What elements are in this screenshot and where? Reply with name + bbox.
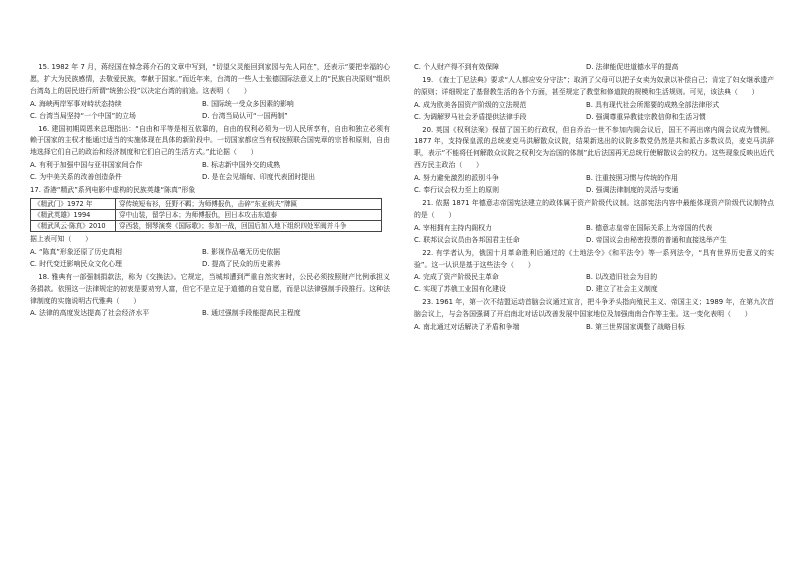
- option-16-a[interactable]: A. 有利于加强中国与亚非国家间合作: [30, 161, 143, 170]
- question-15-options: [30, 99, 390, 123]
- option-17-d[interactable]: D. 提高了民众的历史素养: [202, 259, 281, 268]
- question-20-options: [414, 173, 774, 197]
- option-16-c[interactable]: C. 为中美关系的改善创造条件: [30, 173, 122, 182]
- option-23-b[interactable]: B. 第三世界国家调整了战略目标: [586, 323, 685, 332]
- question-19: [414, 75, 774, 124]
- table-cell: 《精武英雄》1994: [31, 209, 116, 220]
- option-18-b[interactable]: B. 通过强制手段能提高民主程度: [202, 309, 301, 318]
- option-21-c[interactable]: C. 联邦议会议员由各邦国君主任命: [414, 235, 520, 244]
- question-17-options: [30, 247, 390, 271]
- option-18-a[interactable]: A. 法律的高度发达提高了社会经济水平: [30, 309, 150, 318]
- table-cell: 《精武门》1972 年: [31, 198, 116, 209]
- option-15-b[interactable]: B. 国际统一受众多因素的影响: [202, 99, 294, 108]
- option-20-c[interactable]: C. 奉行议会权力至上的原则: [414, 186, 499, 195]
- option-19-d[interactable]: D. 强调尊重异教徒宗教信仰和生活习惯: [586, 112, 706, 121]
- option-15-a[interactable]: A. 海峡两岸军事对峙状态持续: [30, 99, 122, 108]
- film-table: [30, 198, 382, 232]
- table-row: [31, 198, 382, 209]
- question-23-stem: 23. 1961 年，第一次不结盟运动首脑会议通过宣言，把斗争矛头指向殖民主义、帝国主义；1989 年，在第九次首脑会议上，与会各国强调了开启南北对话以改善发展中国家地位及加强南南合作等主张。这一变化表明（ ）: [414, 298, 774, 319]
- question-21: [414, 198, 774, 247]
- option-21-b[interactable]: B. 德意志皇帝在国际关系上为帝国的代表: [586, 223, 713, 232]
- question-17-stem-tail: 据上表可知（ ）: [30, 234, 93, 243]
- question-16: [30, 124, 390, 185]
- option-22-c[interactable]: C. 实现了苏俄工业国有化建设: [414, 285, 506, 294]
- table-cell: 穿西装，钢琴演奏《国际歌》；参加一战，回国后加入地下组织四处军阀并斗争: [116, 220, 382, 231]
- table-cell: 《精武风云·陈真》2010: [31, 220, 116, 231]
- question-21-options: [414, 223, 774, 247]
- question-16-options: [30, 160, 390, 184]
- question-17: [30, 185, 390, 271]
- option-20-a[interactable]: A. 努力避免激烈的派别斗争: [414, 174, 499, 183]
- question-18-options-continued: [414, 62, 774, 74]
- left-column: [30, 62, 390, 321]
- question-23: [414, 297, 774, 334]
- question-21-stem: 21. 依据 1871 年德意志帝国宪法建立的政体属于资产阶级代议制。这部宪法内容中最能体现资产阶级代议制特点的是（ ）: [414, 198, 774, 219]
- question-18-stem: 18. 雅典有一部强制捐款法，称为《交换法》。它规定，当城邦遭到严重自然灾害时，公民必须按照财产比例承担义务捐款。依照这一法律规定的初衷是要劝穷人富，但它不是立足于道德的自觉自愿，而是以法律强制手段推行。这种法律制度的实施说明古代雅典（ ）: [30, 272, 390, 305]
- option-18-c[interactable]: C. 个人财产得不到有效保障: [414, 63, 499, 71]
- option-17-b[interactable]: B. 影视作品毫无历史依据: [202, 247, 281, 256]
- question-19-options: [414, 100, 774, 124]
- table-row: [31, 209, 382, 220]
- option-18-d[interactable]: D. 法律能促进道德水平的提高: [586, 63, 679, 71]
- option-20-b[interactable]: B. 注重按照习惯与传统的作用: [586, 174, 678, 183]
- question-20: [414, 125, 774, 197]
- right-column: [414, 62, 774, 335]
- question-16-stem: 16. 建国初期周恩来总理指出：“自由和平等是相互依靠的，自由的权利必须为一切人民所享有，自由和独立必须有赖于国家的主权才能通过适当的实施体现在具体的新阶段中。一切国家都应当有权按照联合国宪章的宗旨和原则，自由地选择它们自己的政治和经济制度和它们自己的生活方式。”此论据（ ）: [30, 124, 390, 157]
- option-19-c[interactable]: C. 为调解罗马社会矛盾提供法律手段: [414, 112, 527, 121]
- question-19-stem: 19. 《查士丁尼法典》要求“人人都应安分守法”；取消了父母可以把子女卖为奴隶以补偿自己；肯定了妇女继承遗产的原则；详细规定了基督教生活的各个方面，甚至规定了教堂和修道院的规模和生活规则。可见，该法典（ ）: [414, 75, 774, 96]
- option-19-a[interactable]: A. 成为欧美各国资产阶级的立法规范: [414, 100, 527, 109]
- option-22-b[interactable]: B. 以改造旧社会为目的: [586, 273, 658, 282]
- option-23-a[interactable]: A. 南北通过对话解决了矛盾和争端: [414, 323, 520, 332]
- question-23-options: [414, 322, 774, 334]
- option-21-d[interactable]: D. 帝国议会由秘密投票的普通和直接选举产生: [586, 235, 727, 244]
- question-22-stem: 22. 有学者认为，俄国十月革命胜利后通过的《土地法令》《和平法令》等一系列法令，“具有世界历史意义的实验”。这一认识是基于这些法令（ ）: [414, 248, 774, 269]
- option-20-d[interactable]: D. 强调法律制度的灵活与变通: [586, 186, 679, 195]
- question-20-stem: 20. 英国《权利法案》保留了国王的行政权，但自乔治一世不参加内阁会议后，国王不再出席内阁会议成为惯例。1877 年，支持保皇派的总统麦克马洪解散众议院，结果新选出的议院多数党仍然是共和派占多数议员，麦克马洪辞职，表示“不能将任何解散众议院之权利交为治国的体制”此后法国再无总统行使解散议会的权力。这些现象反映出近代西方民主政治（ ）: [414, 125, 774, 170]
- question-18-options: [30, 308, 390, 320]
- question-22-options: [414, 272, 774, 296]
- option-19-b[interactable]: B. 具有现代社会所需要的成熟全部法律形式: [586, 100, 720, 109]
- option-21-a[interactable]: A. 宰相拥有主持内阁权力: [414, 223, 492, 232]
- question-15: [30, 62, 390, 123]
- option-22-a[interactable]: A. 完成了资产阶级民主革命: [414, 273, 499, 282]
- question-18: [30, 272, 390, 321]
- option-17-c[interactable]: C. 时代变迁影响民众文化心理: [30, 259, 122, 268]
- option-17-a[interactable]: A. “陈真”形象还原了历史真相: [30, 247, 122, 256]
- option-16-d[interactable]: D. 是在会见缅甸、印度代表团时提出: [202, 173, 316, 182]
- option-15-c[interactable]: C. 台湾当局坚持“一个中国”的立场: [30, 111, 136, 120]
- question-22: [414, 248, 774, 297]
- table-row: [31, 220, 382, 231]
- table-cell: 穿传统短布衫，狂野不羁；为师傅报仇，击碎“东亚病夫”牌匾: [116, 198, 382, 209]
- option-16-b[interactable]: B. 标志新中国外交的成熟: [202, 161, 281, 170]
- question-15-stem: 15. 1982 年 7 月，蒋经国在悼念蒋介石的文章中写到，“切望父灵能回到家园与先人同在”，还表示“要把幸福的心愿，扩大为民族感情，去敬爱民族，奉献于国家。”而近年来，台湾的一些人士张德国际法意义上的“民族自决原则”组织台湾岛上的居民进行所谓“统独公投”以决定台湾的前途。这表明（ ）: [30, 63, 390, 95]
- table-cell: 穿中山装，留学日本；为师傅报仇，回日本攻击东道泰: [116, 209, 382, 220]
- option-22-d[interactable]: D. 建立了社会主义制度: [586, 285, 658, 294]
- question-17-caption: 17. 香港“精武”系列电影中虚构的民族英雄“陈真”形象: [30, 186, 196, 195]
- option-15-d[interactable]: D. 台湾当局认可“一国两制”: [202, 111, 288, 120]
